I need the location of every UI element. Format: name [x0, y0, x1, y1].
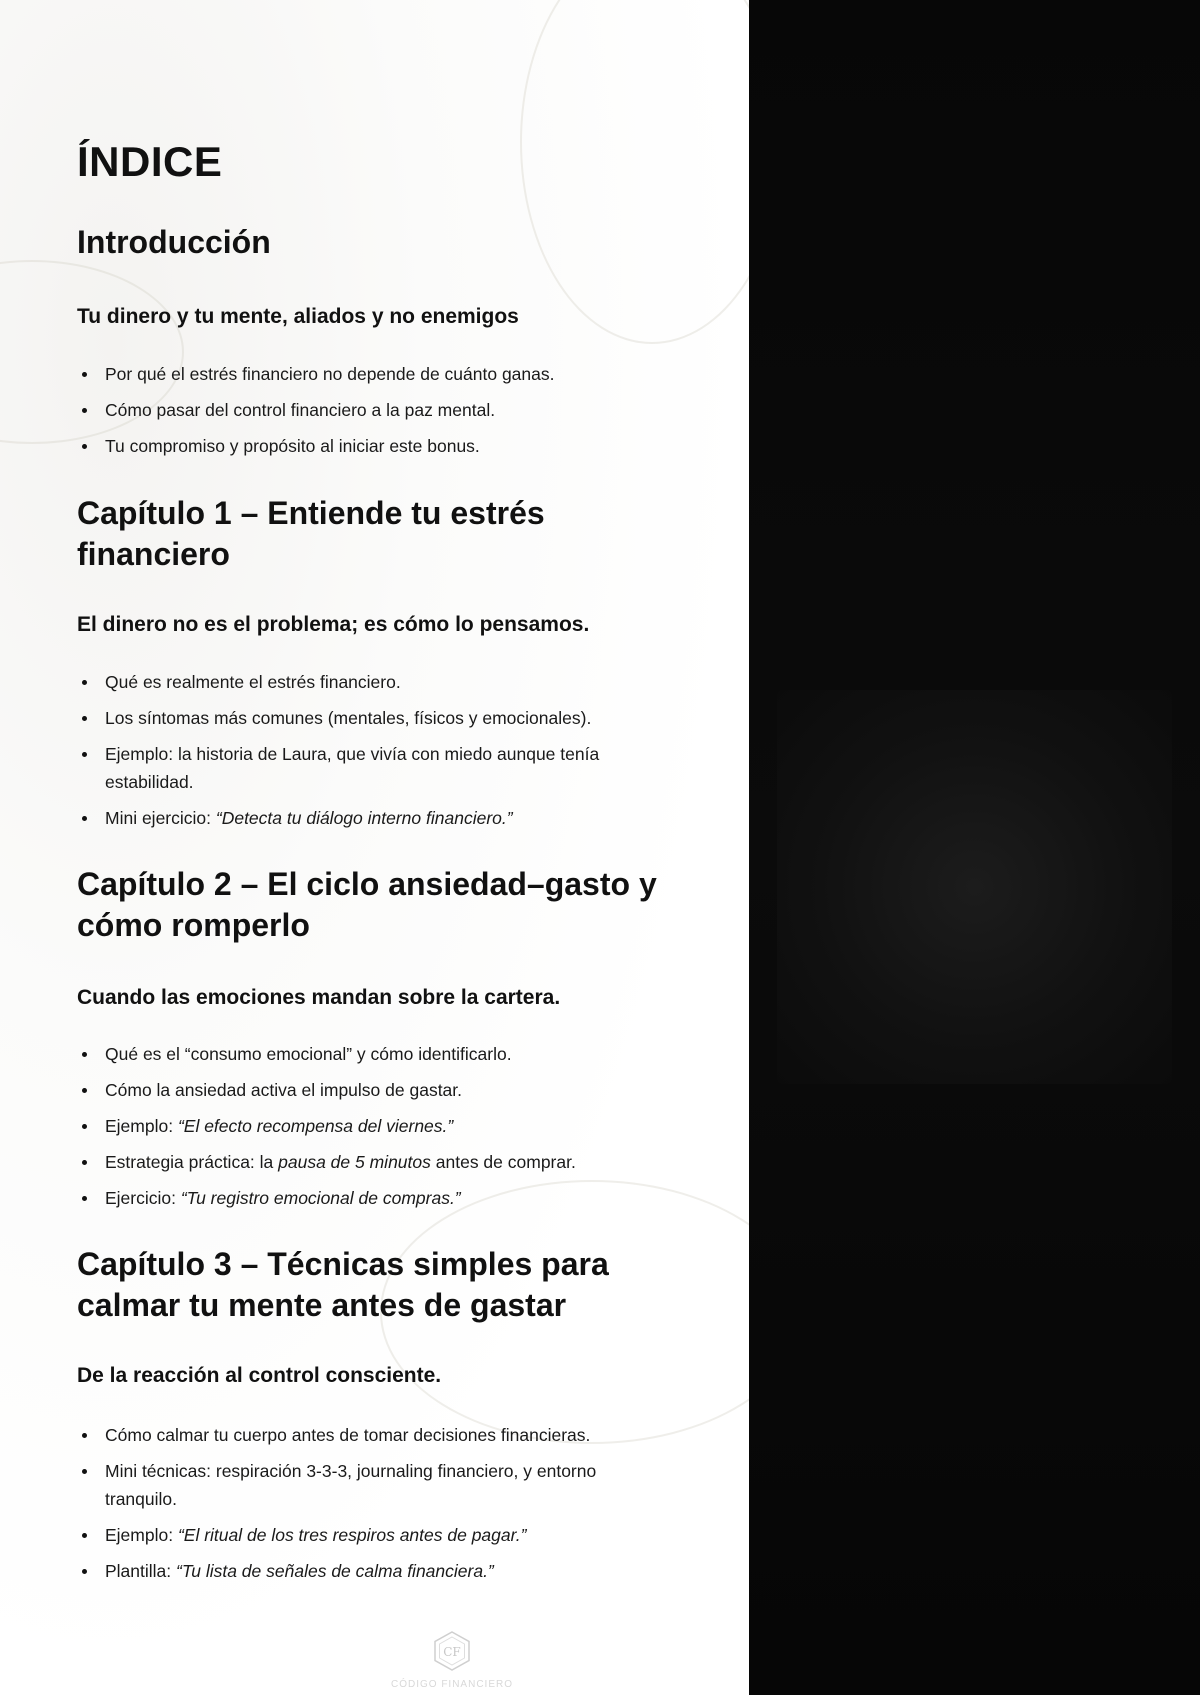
logo-monogram: CF [443, 1645, 461, 1659]
list-item: Ejemplo: “El efecto recompensa del viernes.” [77, 1112, 667, 1140]
hexagon-logo-icon [431, 1630, 473, 1672]
list-item: Mini ejercicio: “Detecta tu diálogo interno financiero.” [77, 804, 667, 832]
list-item: Estrategia práctica: la pausa de 5 minutos antes de comprar. [77, 1148, 667, 1176]
chapter2-subheading: Cuando las emociones mandan sobre la cartera. [77, 986, 561, 1009]
list-item: Ejemplo: la historia de Laura, que vivía con miedo aunque tenía estabilidad. [77, 740, 667, 796]
introduction-list [77, 360, 667, 468]
list-item: Los síntomas más comunes (mentales, físicos y emocionales). [77, 704, 667, 732]
footer-logo [372, 1630, 532, 1690]
chapter3-heading: Capítulo 3 – Técnicas simples para calmar tu mente antes de gastar [77, 1246, 609, 1323]
list-item: Tu compromiso y propósito al iniciar este bonus. [77, 432, 667, 460]
list-item: Ejercicio: “Tu registro emocional de compras.” [77, 1184, 667, 1212]
list-item: Cómo calmar tu cuerpo antes de tomar decisiones financieras. [77, 1421, 667, 1449]
dark-side-panel [749, 0, 1200, 1695]
list-item: Cómo pasar del control financiero a la paz mental. [77, 396, 667, 424]
chapter1-subheading: El dinero no es el problema; es cómo lo pensamos. [77, 613, 590, 636]
marble-swirl-decoration [520, 0, 749, 344]
introduction-subheading: Tu dinero y tu mente, aliados y no enemigos [77, 305, 519, 328]
chapter2-heading: Capítulo 2 – El ciclo ansiedad–gasto y cómo romperlo [77, 866, 657, 943]
chapter3-list [77, 1421, 667, 1593]
chapter1-list [77, 668, 667, 840]
chapter2-list [77, 1040, 667, 1220]
list-item: Mini técnicas: respiración 3-3-3, journaling financiero, y entorno tranquilo. [77, 1457, 667, 1513]
list-item: Ejemplo: “El ritual de los tres respiros antes de pagar.” [77, 1521, 667, 1549]
list-item: Por qué el estrés financiero no depende de cuánto ganas. [77, 360, 667, 388]
index-title: ÍNDICE [77, 138, 223, 185]
introduction-heading: Introducción [77, 224, 271, 260]
list-item: Qué es realmente el estrés financiero. [77, 668, 667, 696]
list-item: Cómo la ansiedad activa el impulso de gastar. [77, 1076, 667, 1104]
chapter1-heading: Capítulo 1 – Entiende tu estrés financiero [77, 495, 545, 572]
dark-image-placeholder [777, 690, 1172, 1084]
list-item: Plantilla: “Tu lista de señales de calma financiera.” [77, 1557, 667, 1585]
chapter3-subheading: De la reacción al control consciente. [77, 1364, 442, 1387]
logo-wordmark: CÓDIGO FINANCIERO [390, 1679, 513, 1690]
list-item: Qué es el “consumo emocional” y cómo identificarlo. [77, 1040, 667, 1068]
